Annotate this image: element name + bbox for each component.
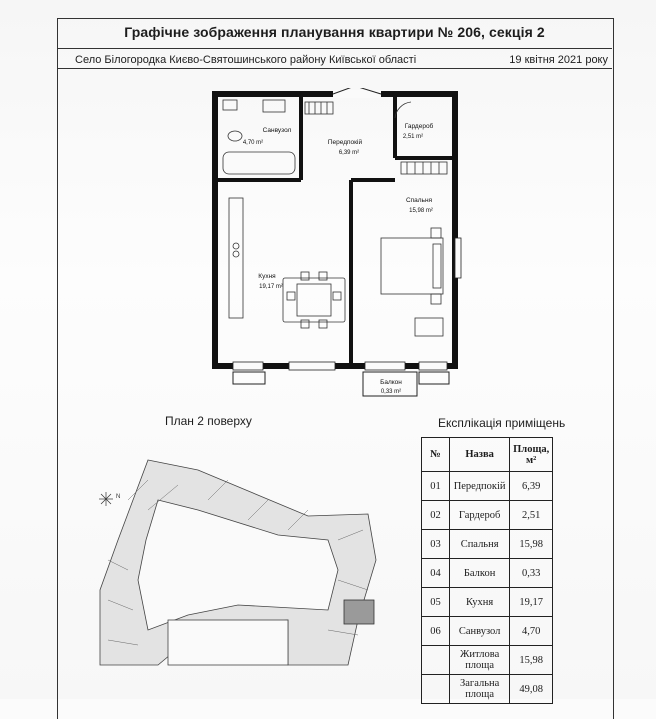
cell-name: Передпокій (449, 472, 509, 501)
table-row (422, 530, 553, 559)
room-label-bedroom: Спальня (405, 197, 433, 204)
table-row (422, 472, 553, 501)
cell-area: 15,98 (510, 646, 553, 675)
cell-area: 15,98 (510, 530, 553, 559)
room-area-wardrobe: 2,51 m² (402, 134, 424, 140)
room-area-kitchen: 19,17 m² (259, 284, 283, 290)
room-area-bedroom: 15,98 m² (409, 208, 433, 214)
table-header: № (422, 438, 450, 472)
cell-area: 6,39 (510, 472, 553, 501)
table-row (422, 675, 553, 704)
cell-name: Санвузол (449, 617, 509, 646)
cell-name: Спальня (449, 530, 509, 559)
table-row (422, 646, 553, 675)
room-label-wardrobe: Гардероб (404, 123, 434, 130)
explication-table (421, 437, 553, 704)
divider (57, 68, 612, 69)
cell-number (422, 646, 450, 675)
location-text: Село Білогородка Києво-Святошинського району Київської області (75, 54, 417, 66)
cell-number: 02 (422, 501, 450, 530)
cell-area: 2,51 (510, 501, 553, 530)
apartment-highlight (344, 600, 374, 624)
room-label-hall: Передпокій (327, 139, 363, 146)
room-area-bath: 4,70 m² (242, 140, 264, 146)
room-label-kitchen: Кухня (258, 273, 276, 280)
site-plan (88, 440, 388, 680)
cell-number: 04 (422, 559, 450, 588)
cell-number: 03 (422, 530, 450, 559)
table-header: Площа, м² (510, 438, 553, 472)
compass-label: N (116, 494, 121, 500)
table-row (422, 588, 553, 617)
cell-name: Балкон (449, 559, 509, 588)
table-row (422, 617, 553, 646)
cell-name: Житлова площа (449, 646, 509, 675)
divider (57, 48, 612, 49)
cell-area: 19,17 (510, 588, 553, 617)
explication-caption: Експлікація приміщень (438, 416, 566, 430)
date-text: 19 квітня 2021 року (509, 54, 608, 66)
apartment-floor-plan (205, 88, 465, 400)
cell-area: 0,33 (510, 559, 553, 588)
cell-number: 05 (422, 588, 450, 617)
cell-name: Загальна площа (449, 675, 509, 704)
table-row (422, 559, 553, 588)
floor-plan-caption: План 2 поверху (165, 414, 252, 428)
cell-area: 4,70 (510, 617, 553, 646)
table-row (422, 501, 553, 530)
table-header: Назва (449, 438, 509, 472)
document-title: Графічне зображення планування квартири № 206, секція 2 (124, 24, 545, 40)
compass-icon (99, 492, 113, 506)
cell-area: 49,08 (510, 675, 553, 704)
cell-name: Гардероб (449, 501, 509, 530)
cell-name: Кухня (449, 588, 509, 617)
room-label-balcony: Балкон (380, 379, 402, 386)
room-label-bath: Санвузол (262, 127, 292, 134)
room-area-balcony: 0,33 m² (380, 389, 402, 395)
cell-number: 06 (422, 617, 450, 646)
cell-number: 01 (422, 472, 450, 501)
room-area-hall: 6,39 m² (338, 150, 360, 156)
cell-number (422, 675, 450, 704)
